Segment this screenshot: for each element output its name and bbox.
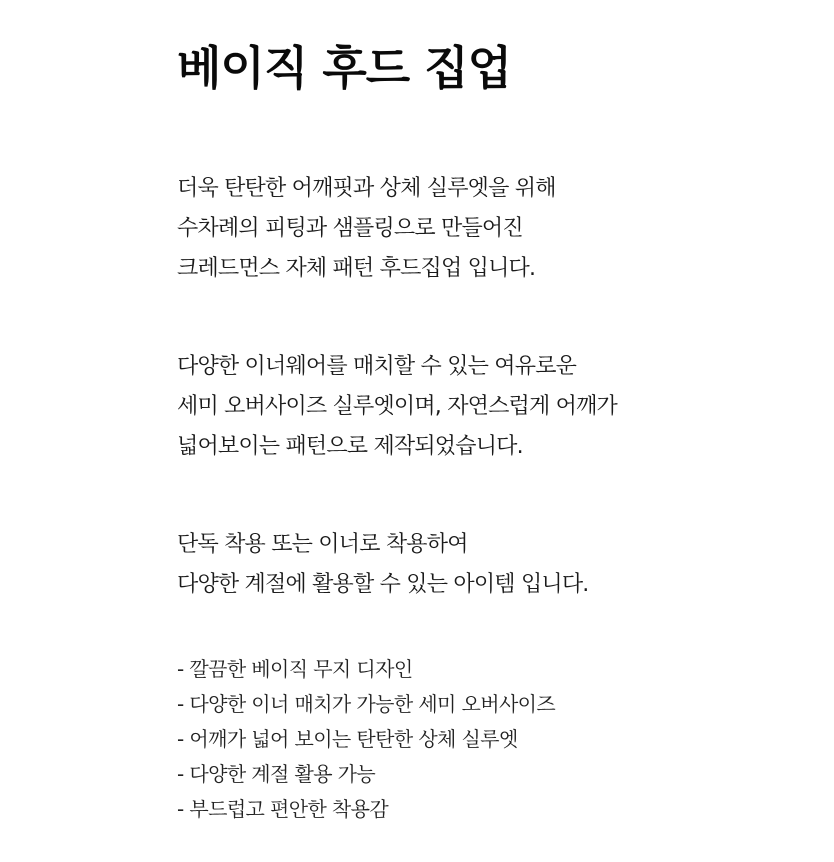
feature-item: - 어깨가 넓어 보이는 탄탄한 상체 실루엣 <box>177 727 518 751</box>
paragraph-line: 넓어보이는 패턴으로 제작되었습니다. <box>177 434 523 459</box>
description-paragraph-usage <box>177 525 589 605</box>
feature-item: - 부드럽고 편안한 착용감 <box>177 797 389 821</box>
feature-item: - 다양한 이너 매치가 가능한 세미 오버사이즈 <box>177 692 556 716</box>
description-paragraph-silhouette <box>177 347 617 467</box>
feature-item: - 다양한 계절 활용 가능 <box>177 762 376 786</box>
paragraph-line: 크레드먼스 자체 패턴 후드집업 입니다. <box>177 256 536 281</box>
description-paragraph-fit <box>177 169 556 289</box>
paragraph-line: 더욱 탄탄한 어깨핏과 상체 실루엣을 위해 <box>177 176 556 201</box>
paragraph-line: 수차례의 피팅과 샘플링으로 만들어진 <box>177 216 523 241</box>
paragraph-line: 다양한 계절에 활용할 수 있는 아이템 입니다. <box>177 572 589 597</box>
feature-list <box>177 652 555 827</box>
feature-item: - 깔끔한 베이직 무지 디자인 <box>177 657 413 681</box>
paragraph-line: 단독 착용 또는 이너로 착용하여 <box>177 532 468 557</box>
paragraph-line: 다양한 이너웨어를 매치할 수 있는 여유로운 <box>177 354 577 379</box>
product-title: 베이직 후드 집업 <box>177 41 512 95</box>
paragraph-line: 세미 오버사이즈 실루엣이며, 자연스럽게 어깨가 <box>177 394 618 419</box>
